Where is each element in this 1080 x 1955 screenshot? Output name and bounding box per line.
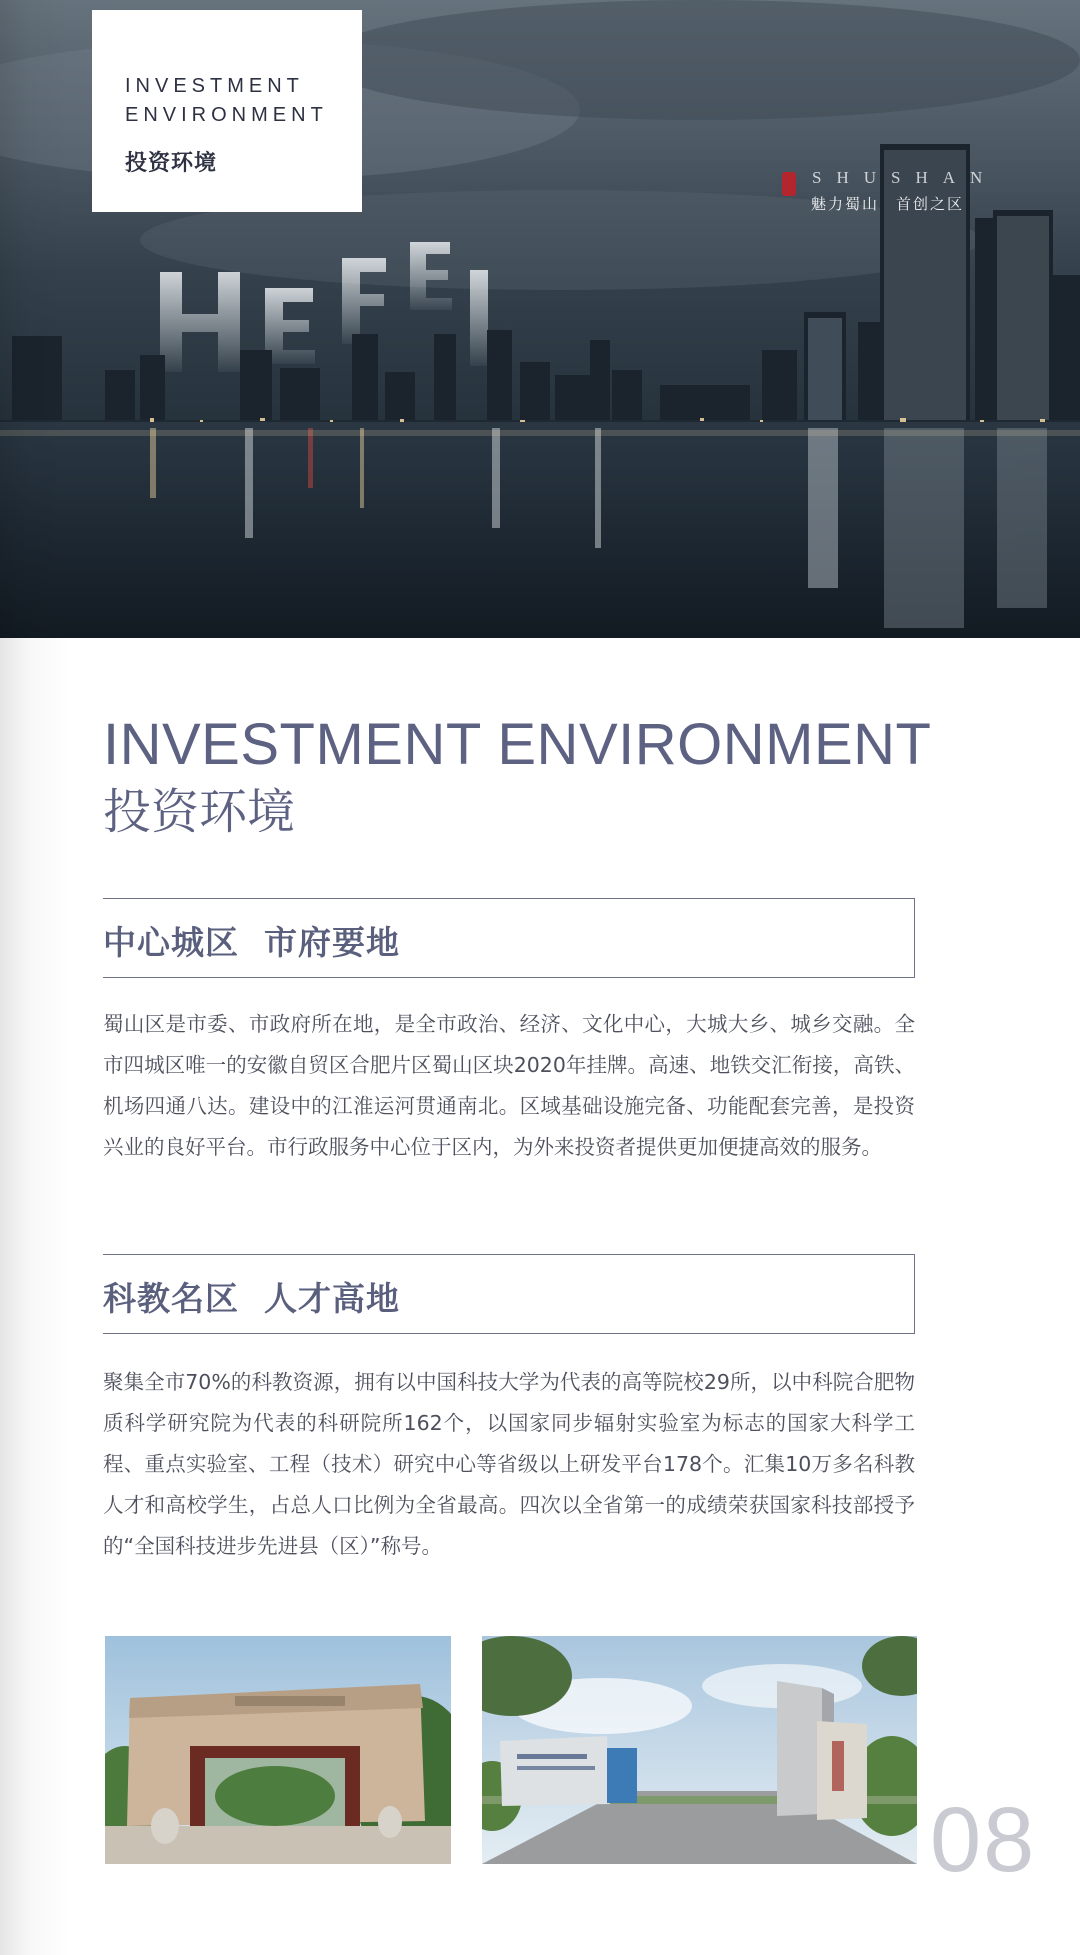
page-title-en: INVESTMENT ENVIRONMENT — [103, 712, 932, 777]
hero-title-en-line1: INVESTMENT — [125, 75, 304, 97]
section-title: 中心城区 市府要地 — [103, 923, 400, 962]
section-heading-box — [103, 1254, 915, 1334]
shushan-seal-logo — [782, 172, 796, 196]
hero-title-card — [92, 10, 362, 212]
section-title: 科教名区 人才高地 — [103, 1279, 400, 1318]
section-body-text: 蜀山区是市委、市政府所在地，是全市政治、经济、文化中心，大城大乡、城乡交融。全市四城区唯一的安徽自贸区合肥片区蜀山区块2020年挂牌。高速、地铁交汇衔接，高铁、机场四通八达。建设中的江淮运河贯通南北。区域基础设施完备、功能配套完善，是投资兴业的良好平台。市行政服务中心位于区内，为外来投资者提供更加便捷高效的服务。 — [103, 1012, 915, 1159]
institute-entrance-photo — [482, 1636, 917, 1864]
hero-title-cn: 投资环境 — [125, 151, 218, 176]
hero-cityscape-image — [0, 0, 1080, 638]
section-body-text: 聚集全市70%的科教资源，拥有以中国科技大学为代表的高等院校29所，以中科院合肥物质科学研究院为代表的科研院所162个，以国家同步辐射实验室为标志的国家大科学工程、重点实验室、工程（技术）研究中心等省级以上研发平台178个。汇集10万多名科教人才和高校学生，占总人口比例为全省最高。四次以全省第一的成绩荣获国家科技部授予的“全国科技进步先进县（区）”称号。 — [103, 1370, 915, 1558]
page-number: 08 — [930, 1789, 1037, 1891]
hero-pinyin: SHUSHAN — [812, 168, 998, 187]
section-heading-box — [103, 898, 915, 978]
hero-title-en-line2: ENVIRONMENT — [125, 104, 328, 126]
page-title-cn: 投资环境 — [103, 784, 296, 840]
campus-gate-photo — [105, 1636, 451, 1864]
hero-slogan: 魅力蜀山 首创之区 — [811, 195, 965, 213]
